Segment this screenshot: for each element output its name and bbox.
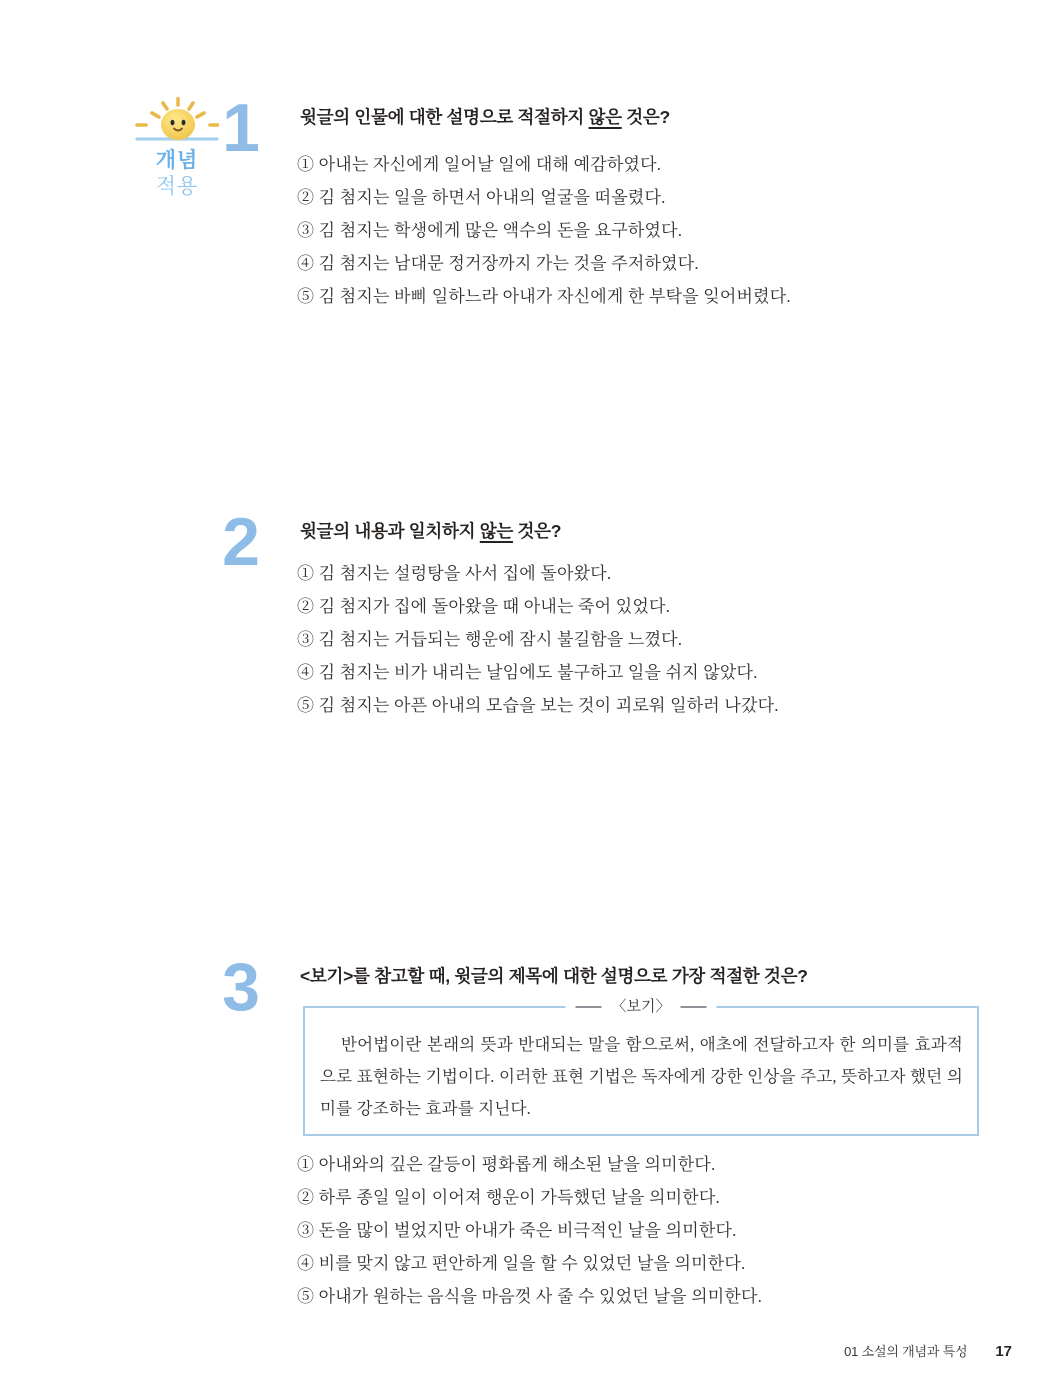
option: ③ 김 첨지는 학생에게 많은 액수의 돈을 요구하였다. (297, 221, 683, 240)
question-3-options (297, 1148, 762, 1313)
question-3-stem-pre: <보기>를 참고할 때, 윗글의 제목에 대한 설명으로 가장 적절한 것은? (300, 966, 808, 986)
concept-application-badge (134, 96, 220, 200)
question-2-number: 2 (222, 504, 260, 580)
option: ⑤ 김 첨지는 아픈 아내의 모습을 보는 것이 괴로워 일하러 나갔다. (297, 696, 779, 715)
option: ④ 비를 맞지 않고 편안하게 일을 할 수 있었던 날을 의미한다. (297, 1254, 746, 1273)
bogi-box (303, 998, 979, 1136)
option: ④ 김 첨지는 남대문 정거장까지 가는 것을 주저하였다. (297, 254, 699, 273)
question-1-number: 1 (222, 90, 260, 166)
question-1-options (297, 148, 791, 313)
question-2-stem (300, 518, 561, 544)
question-1-stem-underlined: 않은 (588, 107, 622, 127)
bogi-text: 반어법이란 본래의 뜻과 반대되는 말을 함으로써, 애초에 전달하고자 한 의미를 효과적으로 표현하는 기법이다. 이러한 표현 기법은 독자에게 강한 인상을 주고, 뜻하고자 했던 의미를 강조하는 효과를 지닌다. (320, 1035, 963, 1118)
option: ② 하루 종일 일이 이어져 행운이 가득했던 날을 의미한다. (297, 1188, 720, 1207)
question-2-stem-post: 것은? (512, 521, 562, 541)
option: ① 아내와의 깊은 갈등이 평화롭게 해소된 날을 의미한다. (297, 1155, 716, 1174)
option: ① 아내는 자신에게 일어날 일에 대해 예감하였다. (297, 155, 662, 174)
badge-label-application: 적용 (155, 175, 199, 198)
badge-label-concept: 개념 (155, 149, 199, 172)
question-2-stem-underlined: 않는 (479, 521, 513, 541)
option: ① 김 첨지는 설렁탕을 사서 집에 돌아왔다. (297, 564, 612, 583)
footer-chapter-title: 01 소설의 개념과 특성 (844, 1344, 968, 1359)
footer-page-number: 17 (995, 1343, 1012, 1360)
bogi-label (566, 997, 717, 1017)
sun-icon (135, 96, 219, 146)
page-footer (844, 1341, 1012, 1360)
option: ③ 김 첨지는 거듭되는 행운에 잠시 불길함을 느꼈다. (297, 630, 683, 649)
option: ② 김 첨지는 일을 하면서 아내의 얼굴을 떠올렸다. (297, 188, 666, 207)
question-3-stem (300, 963, 808, 989)
bogi-label-text: 〈보기〉 (611, 998, 671, 1015)
question-1-stem (300, 104, 670, 130)
question-1-stem-post: 것은? (621, 107, 670, 127)
question-2-options (297, 557, 779, 722)
option: ⑤ 아내가 원하는 음식을 마음껏 사 줄 수 있었던 날을 의미한다. (297, 1287, 763, 1306)
option: ③ 돈을 많이 벌었지만 아내가 죽은 비극적인 날을 의미한다. (297, 1221, 737, 1240)
question-1-stem-pre: 윗글의 인물에 대한 설명으로 적절하지 (300, 107, 589, 127)
option: ④ 김 첨지는 비가 내리는 날임에도 불구하고 일을 쉬지 않았다. (297, 663, 758, 682)
option: ⑤ 김 첨지는 바삐 일하느라 아내가 자신에게 한 부탁을 잊어버렸다. (297, 287, 791, 306)
bogi-label-right-dash (680, 1006, 706, 1008)
option: ② 김 첨지가 집에 돌아왔을 때 아내는 죽어 있었다. (297, 597, 671, 616)
question-3-number: 3 (222, 949, 260, 1025)
bogi-label-left-dash (576, 1006, 602, 1008)
question-2-stem-pre: 윗글의 내용과 일치하지 (300, 521, 480, 541)
